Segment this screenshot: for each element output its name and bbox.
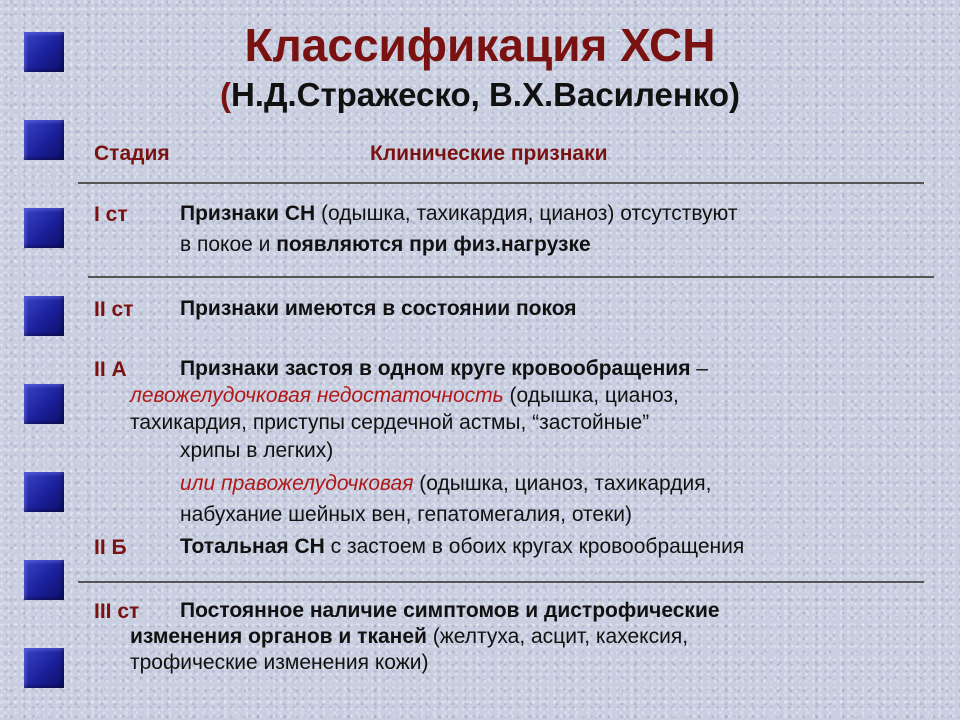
divider xyxy=(78,182,924,184)
stage-2-text: Признаки имеются в состоянии покоя xyxy=(180,297,577,320)
left-ventricular-term: левожелудочковая недостаточность xyxy=(130,384,504,407)
stage-2a-line-1 xyxy=(180,354,708,384)
stage-3-line-2-rest: (желтуха, асцит, кахексия, xyxy=(426,625,689,648)
square-bullet-icon xyxy=(24,648,64,688)
stage-1-line-2-normal: в покое и xyxy=(180,233,277,256)
stage-2b-rest: с застоем в обоих кругах кровообращения xyxy=(324,535,745,558)
square-bullet-icon xyxy=(24,384,64,424)
stage-1-line-2-bold: появляются при физ.нагрузке xyxy=(276,233,591,256)
stage-1-bold: Признаки СН xyxy=(180,202,316,225)
stage-2b-text xyxy=(180,532,744,562)
stage-2a-line-4: хрипы в легких) xyxy=(180,439,334,462)
page-subtitle xyxy=(0,76,960,114)
stage-2a-line-2 xyxy=(130,381,679,411)
stage-3-line-1: Постоянное наличие симптомов и дистрофические xyxy=(180,599,720,622)
header-signs: Клинические признаки xyxy=(370,142,608,165)
square-bullet-icon xyxy=(24,120,64,160)
subtitle-close-paren: ) xyxy=(729,76,741,113)
square-bullet-icon xyxy=(24,560,64,600)
stage-3-line-2-bold: изменения органов и тканей xyxy=(130,625,427,648)
stage-label-2a: II А xyxy=(94,358,127,381)
stage-1-rest: (одышка, тахикардия, цианоз) отсутствуют xyxy=(315,202,738,225)
subtitle-authors: Н.Д.Стражеско, В.Х.Василенко xyxy=(230,76,730,113)
stage-2a-line-6: набухание шейных вен, гепатомегалия, отеки) xyxy=(180,503,633,526)
stage-label-2b: II Б xyxy=(94,536,127,559)
square-bullet-icon xyxy=(24,208,64,248)
header-stage: Стадия xyxy=(94,142,170,165)
square-bullet-icon xyxy=(24,296,64,336)
stage-label-1: I ст xyxy=(94,203,128,226)
stage-2a-line-3: тахикардия, приступы сердечной астмы, “застойные” xyxy=(130,411,650,434)
stage-2a-dash: – xyxy=(690,357,708,380)
stage-2b-bold: Тотальная СН xyxy=(180,535,325,558)
divider xyxy=(88,276,934,278)
stage-2a-line-5 xyxy=(180,469,711,499)
right-ventricular-term: или правожелудочковая xyxy=(180,472,414,495)
stage-3-line-3: трофические изменения кожи) xyxy=(130,651,429,674)
stage-1-line-1 xyxy=(180,199,737,229)
stage-label-3: III ст xyxy=(94,600,140,623)
stage-2a-bold: Признаки застоя в одном круге кровообращения xyxy=(180,357,691,380)
stage-label-2: II ст xyxy=(94,298,134,321)
stage-2a-line-5-rest: (одышка, цианоз, тахикардия, xyxy=(413,472,712,495)
stage-2a-line-2-rest: (одышка, цианоз, xyxy=(503,384,679,407)
divider xyxy=(78,581,924,583)
subtitle-open-paren: ( xyxy=(219,76,231,113)
stage-1-line-2 xyxy=(180,230,591,260)
square-bullet-icon xyxy=(24,472,64,512)
page-title: Классификация ХСН xyxy=(244,19,716,71)
